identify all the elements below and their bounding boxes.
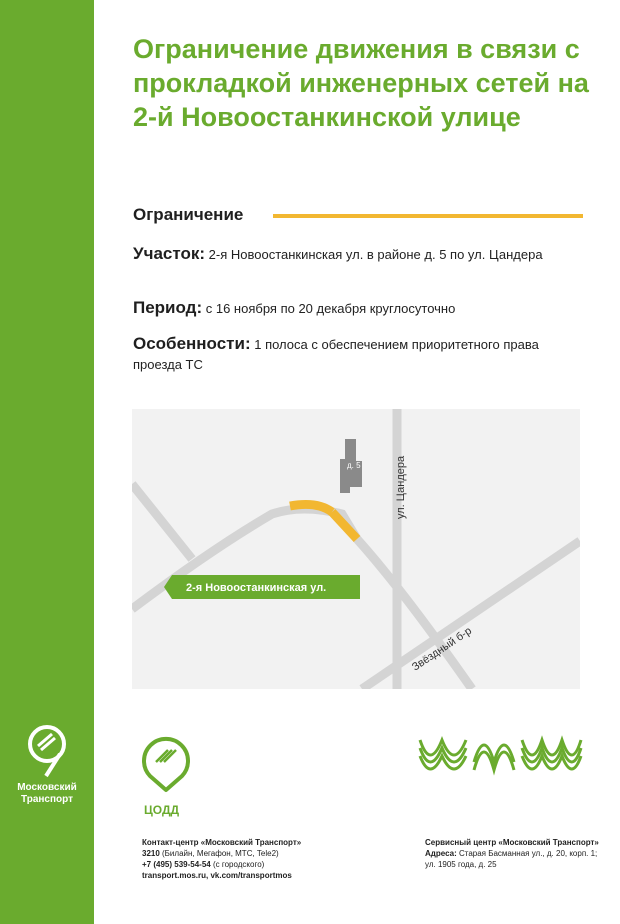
- item-area-label: Участок:: [133, 244, 206, 263]
- contact-phone: +7 (495) 539-54-54: [142, 860, 211, 869]
- codd-mark-icon: [136, 730, 196, 798]
- service-center-title: Сервисный центр «Московский Транспорт»: [425, 838, 599, 847]
- contact-operators: (Билайн, Мегафон, МТС, Tele2): [159, 849, 279, 858]
- contact-short-number: 3210: [142, 849, 160, 858]
- moscow-transport-label: Московский Транспорт: [17, 782, 77, 805]
- contact-websites: transport.mos.ru, vk.com/transportmos: [142, 871, 292, 880]
- map-road-diagonal-left: [132, 484, 192, 559]
- map-house-label: д. 5: [347, 461, 361, 470]
- contact-center-title: Контакт-центр «Московский Транспорт»: [142, 838, 302, 847]
- item-period-label: Период:: [133, 298, 203, 317]
- item-features-label: Особенности:: [133, 334, 251, 353]
- service-addresses-label: Адреса:: [425, 849, 457, 858]
- item-features-value: 1 полоса с обеспечением приоритетного права проезда ТС: [133, 337, 539, 372]
- item-area-value: 2-я Новоостанкинская ул. в районе д. 5 по ул. Цандера: [208, 247, 543, 262]
- map-street-zvezdny-label: Звёздный б-р: [409, 624, 474, 674]
- map-main-street-label: 2-я Новоостанкинская ул.: [186, 582, 327, 594]
- moscow-transport-logo: [12, 722, 82, 806]
- page-title: Ограничение движения в связи с прокладкой инженерных сетей на 2-й Новоостанкинской улице: [133, 34, 589, 132]
- moscow-city-logo: [418, 730, 583, 780]
- item-period: [133, 298, 573, 319]
- section-divider: [273, 214, 583, 218]
- service-center-block: [425, 837, 615, 870]
- contact-center-block: [142, 837, 392, 881]
- map-street-tsandera-label: ул. Цандера: [395, 455, 407, 519]
- service-address-2: ул. 1905 года, д. 25: [425, 860, 497, 869]
- item-period-value: с 16 ноября по 20 декабря круглосуточно: [205, 301, 456, 316]
- contact-phone-note: (с городского): [210, 860, 265, 869]
- codd-logo: [136, 730, 206, 817]
- item-area: [133, 244, 573, 265]
- green-sidebar: [0, 0, 94, 924]
- restriction-section-header: [133, 205, 583, 227]
- street-map: [132, 409, 580, 689]
- codd-label: ЦОДД: [144, 803, 180, 817]
- section-label: Ограничение: [133, 205, 244, 224]
- moscow-wave-icon: [418, 730, 583, 780]
- item-features: [133, 334, 563, 375]
- transport-nine-icon: [22, 722, 72, 778]
- service-address-1: Старая Басманная ул., д. 20, корп. 1;: [456, 849, 598, 858]
